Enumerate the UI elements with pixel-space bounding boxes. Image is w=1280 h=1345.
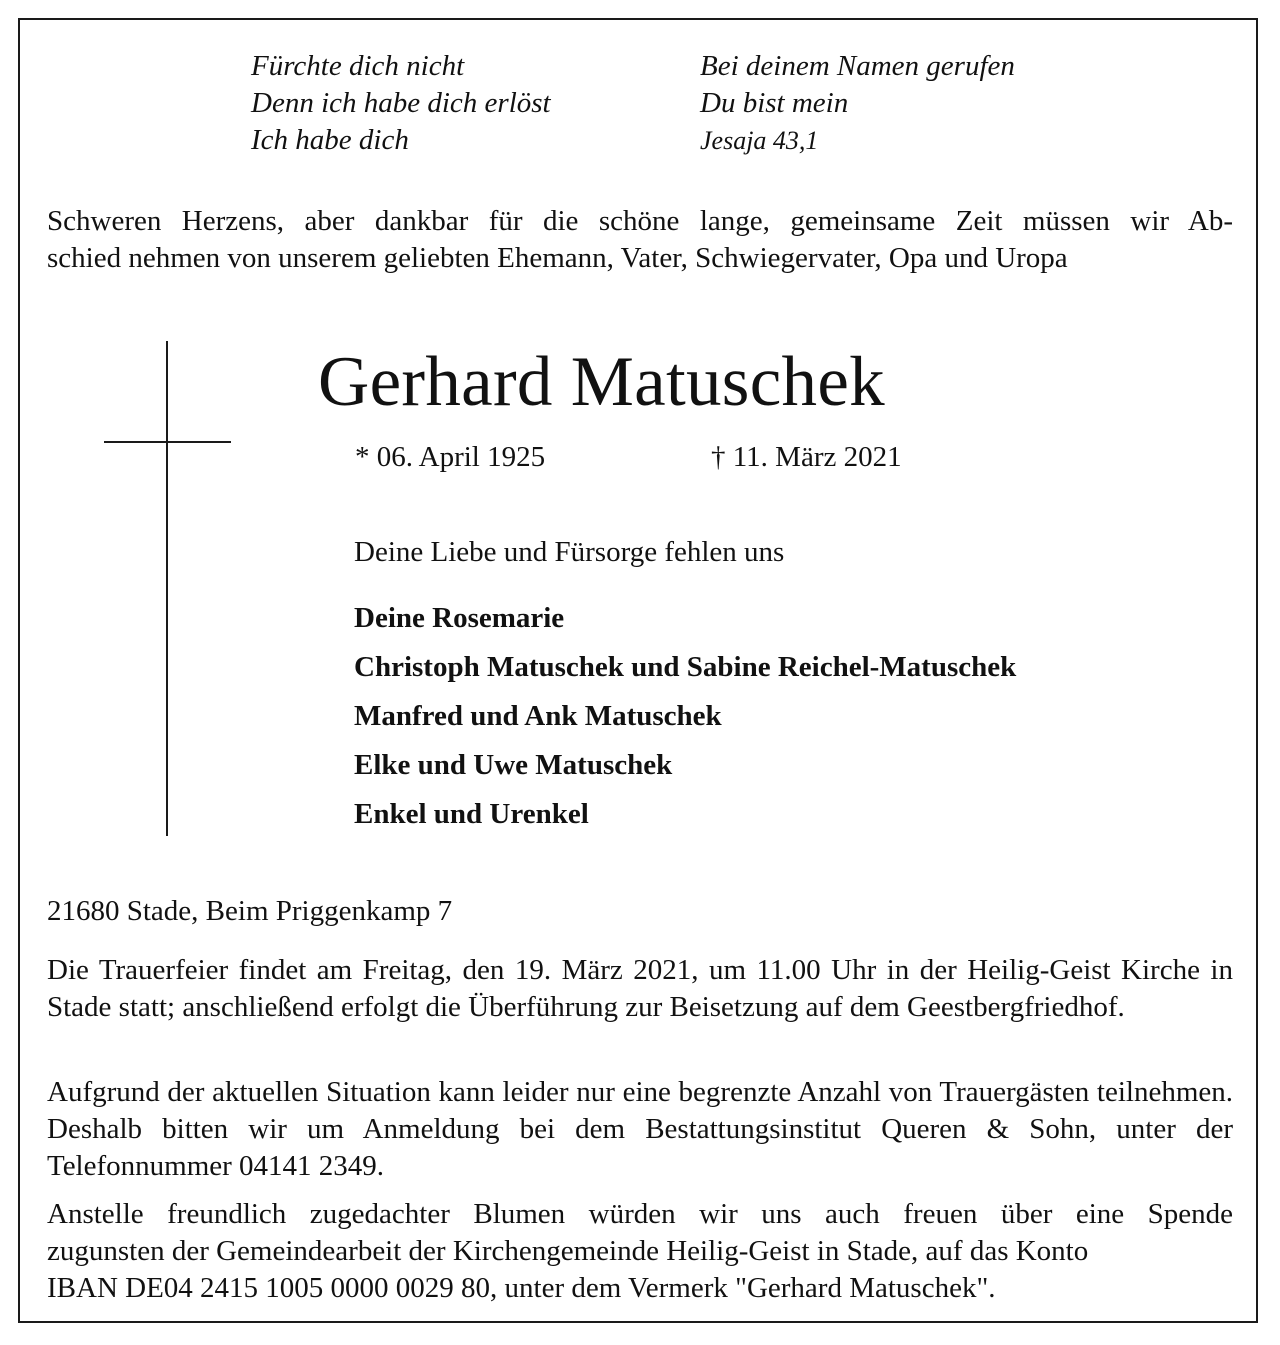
death-date: † 11. März 2021 bbox=[711, 441, 902, 473]
mourner-entry: Deine Rosemarie bbox=[354, 602, 565, 634]
mourner-entry: Elke und Uwe Matuschek bbox=[354, 749, 673, 781]
birth-date: * 06. April 1925 bbox=[355, 441, 546, 473]
verse-line: Du bist mein bbox=[700, 87, 849, 119]
verse-line: Denn ich habe dich erlöst bbox=[251, 87, 551, 119]
mourners-list bbox=[354, 594, 1016, 839]
mourner-entry: Manfred und Ank Matuschek bbox=[354, 700, 722, 732]
mourner-entry: Christoph Matuschek und Sabine Reichel-Matuschek bbox=[354, 651, 1017, 683]
intro-line-2: schied nehmen von unserem geliebten Ehemann, Vater, Schwiegervater, Opa und Uropa bbox=[47, 242, 1068, 274]
verse-line: Bei deinem Namen gerufen bbox=[700, 50, 1015, 82]
verse-left-column bbox=[251, 48, 551, 159]
mourner-entry: Enkel und Urenkel bbox=[354, 798, 589, 830]
donation-line-3: IBAN DE04 2415 1005 0000 0029 80, unter dem Vermerk "Gerhard Matuschek". bbox=[47, 1272, 996, 1304]
donation-line-1: Anstelle freundlich zugedachter Blumen würden wir uns auch freuen über eine Spende bbox=[47, 1198, 1233, 1230]
verse-line: Ich habe dich bbox=[251, 124, 409, 156]
covid-paragraph: Aufgrund der aktuellen Situation kann leider nur eine begrenzte Anzahl von Trauergästen teilnehmen. Deshalb bitten wir um Anmeldung bei dem Bestattungsinstitut Queren & Sohn, unter der Telefonnummer 04141 2349. bbox=[47, 1076, 1233, 1182]
deceased-name: Gerhard Matuschek bbox=[318, 343, 885, 421]
verse-reference: Jesaja 43,1 bbox=[700, 126, 819, 155]
address: 21680 Stade, Beim Priggenkamp 7 bbox=[47, 895, 453, 927]
farewell-message: Deine Liebe und Fürsorge fehlen uns bbox=[354, 536, 785, 568]
intro-line-1: Schweren Herzens, aber dankbar für die schöne lange, gemeinsame Zeit müssen wir Ab- bbox=[47, 205, 1233, 237]
cross-icon-vertical bbox=[166, 341, 168, 836]
verse-right-column bbox=[700, 48, 1015, 159]
cross-icon-horizontal bbox=[104, 441, 231, 443]
donation-line-2: zugunsten der Gemeindearbeit der Kirchengemeinde Heilig-Geist in Stade, auf das Konto bbox=[47, 1235, 1089, 1267]
funeral-paragraph: Die Trauerfeier findet am Freitag, den 19. März 2021, um 11.00 Uhr in der Heilig-Geist Kirche in Stade statt; anschließend erfolgt die Überführung zur Beisetzung auf dem Geestbergfriedhof. bbox=[47, 954, 1233, 1023]
verse-line: Fürchte dich nicht bbox=[251, 50, 465, 82]
